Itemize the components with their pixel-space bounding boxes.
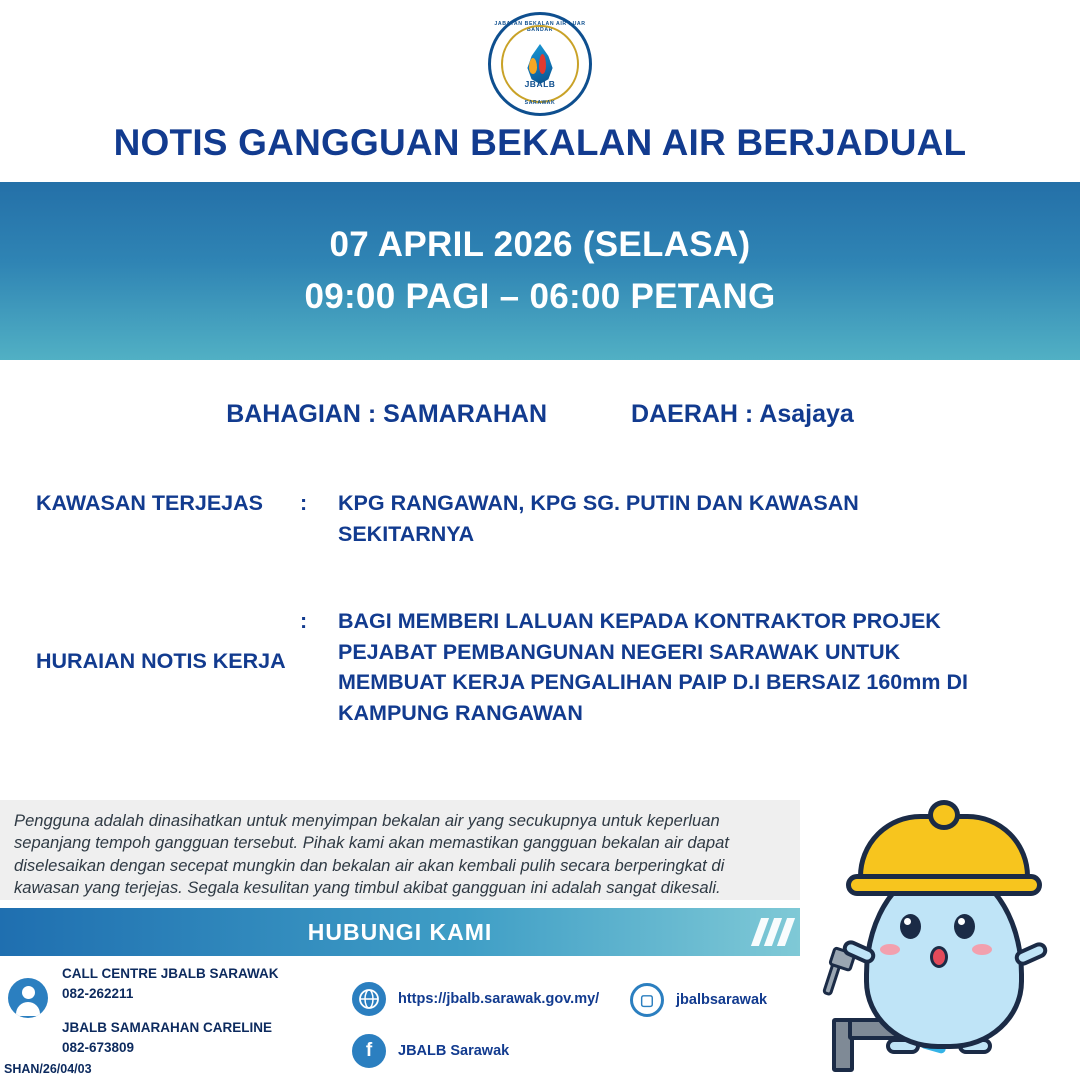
mascot-eye-left bbox=[900, 914, 921, 939]
reference-code: SHAN/26/04/03 bbox=[4, 1062, 92, 1076]
globe-icon bbox=[352, 982, 386, 1016]
field-value: KPG RANGAWAN, KPG SG. PUTIN DAN KAWASAN SEKITARNYA bbox=[338, 491, 859, 546]
mascot-eye-right bbox=[954, 914, 975, 939]
instagram-icon: ▢ bbox=[630, 983, 664, 1017]
field-label: HURAIAN NOTIS KERJA bbox=[36, 649, 286, 673]
jbalb-logo bbox=[488, 12, 592, 116]
careline-block bbox=[62, 1018, 272, 1057]
website-url[interactable]: https://jbalb.sarawak.gov.my/ bbox=[398, 991, 600, 1007]
field-value: BAGI MEMBERI LALUAN KEPADA KONTRAKTOR PROJEK PEJABAT PEMBANGUNAN NEGERI SARAWAK UNTUK MEMBUAT KERJA PENGALIHAN PAIP D.I BERSAIZ 160mm DI KAMPUNG RANGAWAN bbox=[338, 609, 968, 725]
person-icon bbox=[8, 978, 48, 1018]
facebook-icon: f bbox=[352, 1034, 386, 1068]
date-time-banner bbox=[0, 182, 1080, 360]
mascot-cheek-right bbox=[972, 944, 992, 955]
daerah-label: DAERAH : Asajaya bbox=[631, 400, 854, 428]
mascot-cheek-left bbox=[880, 944, 900, 955]
call-centre-label: CALL CENTRE JBALB SARAWAK bbox=[62, 966, 279, 981]
field-kawasan-terjejas bbox=[0, 488, 998, 549]
instagram-row[interactable] bbox=[630, 983, 767, 1017]
logo-inner-ring bbox=[501, 25, 579, 103]
advisory-note: Pengguna adalah dinasihatkan untuk menyimpan bekalan air yang secukupnya untuk keperluan sepanjang tempoh gangguan tersebut. Pihak kami akan memastikan gangguan bekalan air dapat diselesaikan dengan secepat mungkin dan bekalan air akan kembali pulih secara berperingkat di kawasan yang terjejas. Segala kesulitan yang timbul akibat gangguan ini adalah sangat dikesali. bbox=[0, 800, 800, 900]
facebook-row[interactable] bbox=[352, 1034, 509, 1068]
notice-time: 09:00 PAGI – 06:00 PETANG bbox=[304, 277, 776, 316]
helmet-brim bbox=[846, 874, 1042, 896]
instagram-handle[interactable]: jbalbsarawak bbox=[676, 992, 768, 1008]
field-colon: : bbox=[300, 609, 308, 633]
website-row[interactable] bbox=[352, 982, 599, 1016]
logo-container bbox=[0, 8, 1080, 120]
logo-bottom-text: SARAWAK bbox=[524, 100, 556, 106]
contact-band-title: HUBUNGI KAMI bbox=[307, 918, 493, 945]
careline-label: JBALB SAMARAHAN CARELINE bbox=[62, 1020, 273, 1035]
wrench-icon bbox=[822, 953, 844, 996]
mascot-mouth bbox=[930, 946, 948, 968]
call-centre-number[interactable]: 082-262211 bbox=[62, 985, 134, 1001]
facebook-handle[interactable]: JBALB Sarawak bbox=[398, 1043, 510, 1059]
field-label: KAWASAN TERJEJAS bbox=[36, 491, 263, 515]
contact-band bbox=[0, 908, 800, 956]
bahagian-label: BAHAGIAN : SAMARAHAN bbox=[226, 400, 548, 428]
field-huraian-notis-kerja bbox=[0, 606, 998, 728]
careline-number[interactable]: 082-673809 bbox=[62, 1039, 135, 1055]
slash-decoration-icon bbox=[756, 918, 790, 946]
division-row bbox=[0, 400, 1080, 429]
logo-label: JBALB bbox=[524, 79, 556, 89]
helmet-lamp-icon bbox=[928, 800, 960, 830]
call-centre-block bbox=[62, 964, 279, 1003]
logo-top-text: JABATAN BEKALAN AIR LUAR BANDAR bbox=[494, 21, 586, 33]
contacts-section bbox=[0, 956, 820, 1080]
water-drop-mascot bbox=[824, 786, 1074, 1076]
page-title: NOTIS GANGGUAN BEKALAN AIR BERJADUAL bbox=[113, 122, 967, 163]
field-colon: : bbox=[300, 491, 308, 515]
notice-date: 07 APRIL 2026 (SELASA) bbox=[329, 225, 751, 264]
water-drop-icon bbox=[525, 44, 555, 84]
